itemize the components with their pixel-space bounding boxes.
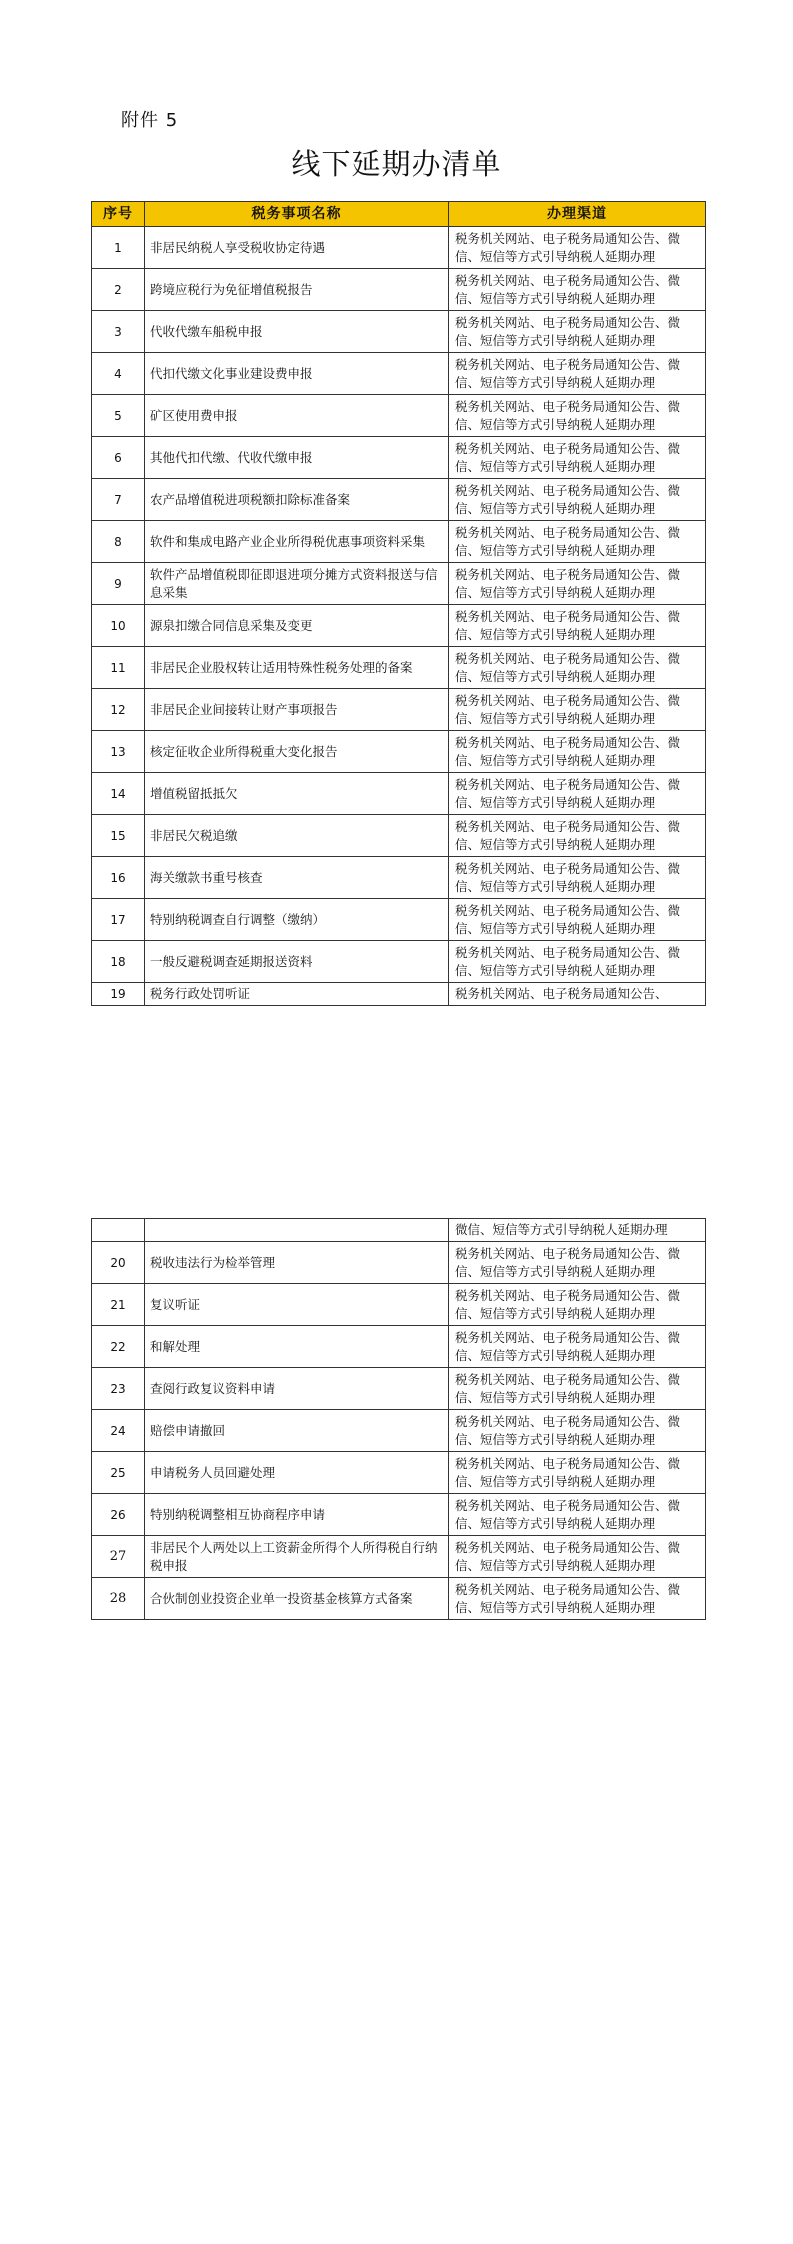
row-number-cell: 24 [92, 1410, 145, 1452]
item-name-cell: 非居民纳税人享受税收协定待遇 [145, 227, 449, 269]
row-number-cell: 5 [92, 395, 145, 437]
table-row [92, 899, 706, 941]
item-name-cell: 申请税务人员回避处理 [145, 1452, 449, 1494]
table-row [92, 689, 706, 731]
channel-cell: 税务机关网站、电子税务局通知公告、微信、短信等方式引导纳税人延期办理 [449, 689, 706, 731]
row-number-cell: 28 [92, 1578, 145, 1620]
item-name-cell: 一般反避税调查延期报送资料 [145, 941, 449, 983]
table-row [92, 227, 706, 269]
page-title: 线下延期办清单 [291, 147, 502, 181]
table-row [92, 479, 706, 521]
channel-cell: 税务机关网站、电子税务局通知公告、 [449, 983, 706, 1006]
channel-cell: 税务机关网站、电子税务局通知公告、微信、短信等方式引导纳税人延期办理 [449, 773, 706, 815]
channel-cell: 税务机关网站、电子税务局通知公告、微信、短信等方式引导纳税人延期办理 [449, 647, 706, 689]
table-row [92, 1410, 706, 1452]
table-row [92, 941, 706, 983]
item-name-cell: 和解处理 [145, 1326, 449, 1368]
channel-cell: 税务机关网站、电子税务局通知公告、微信、短信等方式引导纳税人延期办理 [449, 1368, 706, 1410]
item-name-cell: 农产品增值税进项税额扣除标准备案 [145, 479, 449, 521]
header-name: 税务事项名称 [145, 202, 449, 227]
item-name-cell: 矿区使用费申报 [145, 395, 449, 437]
table-row [92, 773, 706, 815]
row-number-cell: 27 [92, 1536, 145, 1578]
row-number-cell: 2 [92, 269, 145, 311]
table-row [92, 311, 706, 353]
table-row [92, 1578, 706, 1620]
item-name-cell: 非居民个人两处以上工资薪金所得个人所得税自行纳税申报 [145, 1536, 449, 1578]
row-number-cell: 8 [92, 521, 145, 563]
row-number-cell: 1 [92, 227, 145, 269]
table-header-row [92, 202, 706, 227]
channel-cell: 税务机关网站、电子税务局通知公告、微信、短信等方式引导纳税人延期办理 [449, 479, 706, 521]
table-row [92, 437, 706, 479]
row-number-cell: 14 [92, 773, 145, 815]
item-name-cell: 增值税留抵抵欠 [145, 773, 449, 815]
row-number-cell: 22 [92, 1326, 145, 1368]
channel-cell: 税务机关网站、电子税务局通知公告、微信、短信等方式引导纳税人延期办理 [449, 269, 706, 311]
channel-cell: 税务机关网站、电子税务局通知公告、微信、短信等方式引导纳税人延期办理 [449, 1284, 706, 1326]
item-name-cell: 软件和集成电路产业企业所得税优惠事项资料采集 [145, 521, 449, 563]
row-number-cell: 16 [92, 857, 145, 899]
row-number-cell: 18 [92, 941, 145, 983]
item-name-cell: 核定征收企业所得税重大变化报告 [145, 731, 449, 773]
row-number-cell: 10 [92, 605, 145, 647]
delay-list-table-page-1 [91, 201, 706, 1006]
channel-cell: 税务机关网站、电子税务局通知公告、微信、短信等方式引导纳税人延期办理 [449, 1242, 706, 1284]
channel-cell: 税务机关网站、电子税务局通知公告、微信、短信等方式引导纳税人延期办理 [449, 311, 706, 353]
item-name-cell: 其他代扣代缴、代收代缴申报 [145, 437, 449, 479]
item-name-cell: 特别纳税调整相互协商程序申请 [145, 1494, 449, 1536]
channel-cell: 税务机关网站、电子税务局通知公告、微信、短信等方式引导纳税人延期办理 [449, 605, 706, 647]
item-name-cell: 非居民欠税追缴 [145, 815, 449, 857]
table-row [92, 731, 706, 773]
channel-cell: 税务机关网站、电子税务局通知公告、微信、短信等方式引导纳税人延期办理 [449, 899, 706, 941]
row-number-cell: 23 [92, 1368, 145, 1410]
table-row-continuation [92, 1219, 706, 1242]
header-channel: 办理渠道 [449, 202, 706, 227]
row-number-cell: 17 [92, 899, 145, 941]
table-row [92, 563, 706, 605]
item-name-cell: 源泉扣缴合同信息采集及变更 [145, 605, 449, 647]
table-row [92, 521, 706, 563]
table-row [92, 269, 706, 311]
item-name-cell: 税收违法行为检举管理 [145, 1242, 449, 1284]
channel-cell: 税务机关网站、电子税务局通知公告、微信、短信等方式引导纳税人延期办理 [449, 1578, 706, 1620]
row-number-cell: 19 [92, 983, 145, 1006]
row-number-cell: 6 [92, 437, 145, 479]
table-row [92, 1326, 706, 1368]
table-row [92, 647, 706, 689]
row-number-cell: 3 [92, 311, 145, 353]
item-name-cell: 税务行政处罚听证 [145, 983, 449, 1006]
channel-cell: 税务机关网站、电子税务局通知公告、微信、短信等方式引导纳税人延期办理 [449, 437, 706, 479]
table-row [92, 983, 706, 1006]
channel-cell: 税务机关网站、电子税务局通知公告、微信、短信等方式引导纳税人延期办理 [449, 563, 706, 605]
table-row [92, 605, 706, 647]
channel-cell: 税务机关网站、电子税务局通知公告、微信、短信等方式引导纳税人延期办理 [449, 815, 706, 857]
channel-cell: 税务机关网站、电子税务局通知公告、微信、短信等方式引导纳税人延期办理 [449, 395, 706, 437]
channel-cell: 税务机关网站、电子税务局通知公告、微信、短信等方式引导纳税人延期办理 [449, 731, 706, 773]
channel-cell: 税务机关网站、电子税务局通知公告、微信、短信等方式引导纳税人延期办理 [449, 1494, 706, 1536]
row-number-cell: 15 [92, 815, 145, 857]
table-row [92, 1284, 706, 1326]
row-number-cell [92, 1219, 145, 1242]
channel-cell: 税务机关网站、电子税务局通知公告、微信、短信等方式引导纳税人延期办理 [449, 1536, 706, 1578]
item-name-cell: 软件产品增值税即征即退进项分摊方式资料报送与信息采集 [145, 563, 449, 605]
table-row [92, 1452, 706, 1494]
header-no: 序号 [92, 202, 145, 227]
item-name-cell: 代扣代缴文化事业建设费申报 [145, 353, 449, 395]
item-name-cell: 非居民企业间接转让财产事项报告 [145, 689, 449, 731]
delay-list-table-page-2 [91, 1218, 706, 1620]
row-number-cell: 7 [92, 479, 145, 521]
row-number-cell: 26 [92, 1494, 145, 1536]
table-row [92, 1494, 706, 1536]
item-name-cell: 复议听证 [145, 1284, 449, 1326]
table-row [92, 353, 706, 395]
channel-cell: 税务机关网站、电子税务局通知公告、微信、短信等方式引导纳税人延期办理 [449, 353, 706, 395]
row-number-cell: 4 [92, 353, 145, 395]
table-row [92, 395, 706, 437]
channel-cell: 税务机关网站、电子税务局通知公告、微信、短信等方式引导纳税人延期办理 [449, 1410, 706, 1452]
row-number-cell: 25 [92, 1452, 145, 1494]
attachment-label: 附件 5 [121, 110, 179, 131]
row-number-cell: 20 [92, 1242, 145, 1284]
item-name-cell [145, 1219, 449, 1242]
table-row [92, 815, 706, 857]
table-row [92, 857, 706, 899]
channel-cell: 税务机关网站、电子税务局通知公告、微信、短信等方式引导纳税人延期办理 [449, 521, 706, 563]
item-name-cell: 特别纳税调查自行调整（缴纳） [145, 899, 449, 941]
item-name-cell: 非居民企业股权转让适用特殊性税务处理的备案 [145, 647, 449, 689]
item-name-cell: 海关缴款书重号核查 [145, 857, 449, 899]
row-number-cell: 12 [92, 689, 145, 731]
table-row [92, 1368, 706, 1410]
item-name-cell: 跨境应税行为免征增值税报告 [145, 269, 449, 311]
table-row [92, 1536, 706, 1578]
channel-cell: 税务机关网站、电子税务局通知公告、微信、短信等方式引导纳税人延期办理 [449, 941, 706, 983]
table-row [92, 1242, 706, 1284]
channel-cell: 税务机关网站、电子税务局通知公告、微信、短信等方式引导纳税人延期办理 [449, 227, 706, 269]
item-name-cell: 赔偿申请撤回 [145, 1410, 449, 1452]
row-number-cell: 9 [92, 563, 145, 605]
item-name-cell: 合伙制创业投资企业单一投资基金核算方式备案 [145, 1578, 449, 1620]
channel-cell: 税务机关网站、电子税务局通知公告、微信、短信等方式引导纳税人延期办理 [449, 857, 706, 899]
item-name-cell: 查阅行政复议资料申请 [145, 1368, 449, 1410]
row-number-cell: 21 [92, 1284, 145, 1326]
channel-cell: 税务机关网站、电子税务局通知公告、微信、短信等方式引导纳税人延期办理 [449, 1452, 706, 1494]
item-name-cell: 代收代缴车船税申报 [145, 311, 449, 353]
channel-cell: 税务机关网站、电子税务局通知公告、微信、短信等方式引导纳税人延期办理 [449, 1326, 706, 1368]
channel-cell: 微信、短信等方式引导纳税人延期办理 [449, 1219, 706, 1242]
row-number-cell: 11 [92, 647, 145, 689]
row-number-cell: 13 [92, 731, 145, 773]
